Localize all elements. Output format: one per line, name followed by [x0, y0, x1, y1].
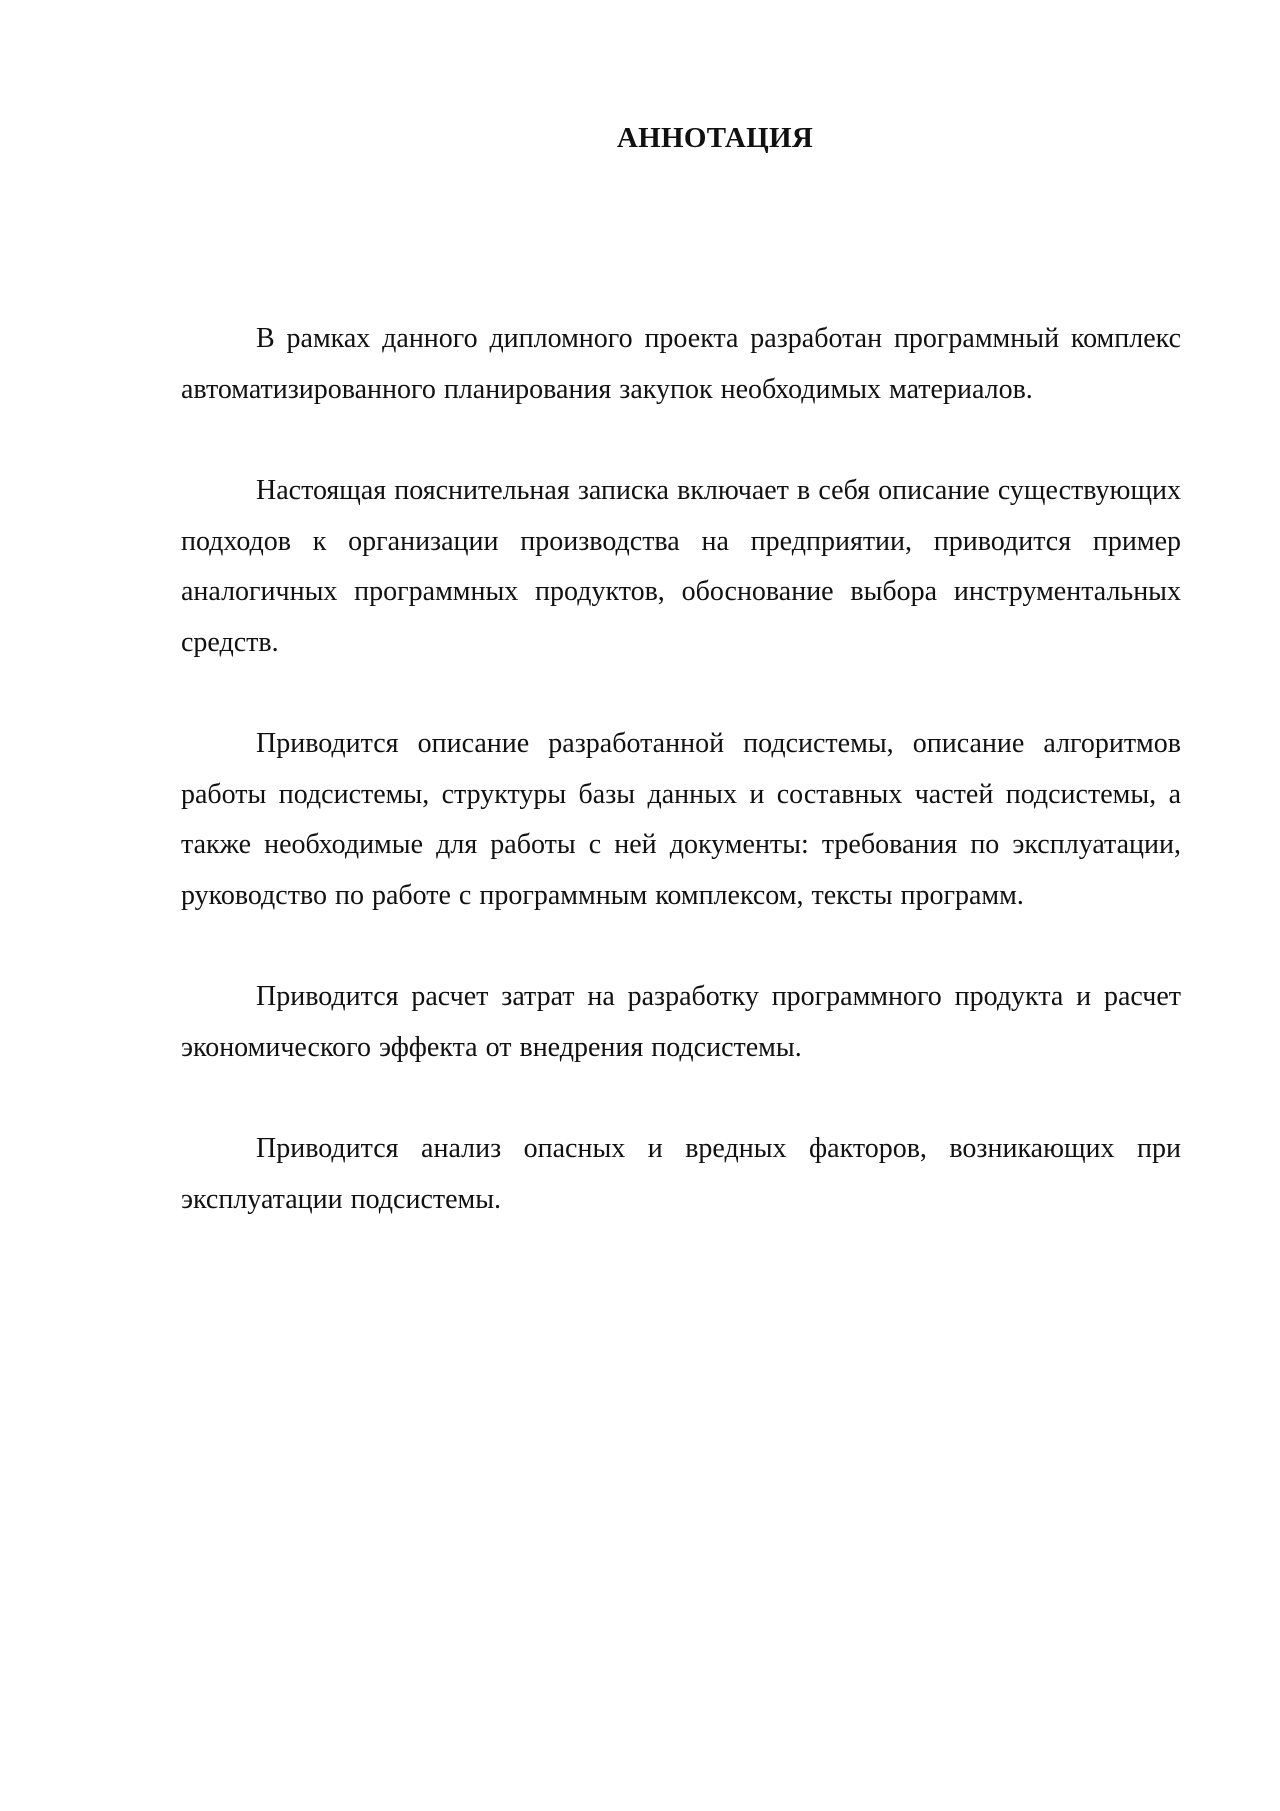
annotation-body — [181, 314, 1181, 1225]
paragraph-3: Приводится описание разработанной подсистемы, описание алгоритмов работы подсистемы, структуры базы данных и составных частей подсистемы, а также необходимые для работы с ней документы: требования по эксплуатации, руководство по работе с программным комплексом, тексты программ. — [181, 728, 1181, 911]
paragraph-4: Приводится расчет затрат на разработку программного продукта и расчет экономического эффекта от внедрения подсистемы. — [181, 981, 1181, 1063]
paragraph-1: В рамках данного дипломного проекта разработан программный комплекс автоматизированного планирования закупок необходимых материалов. — [181, 323, 1181, 405]
paragraph-5: Приводится анализ опасных и вредных факторов, возникающих при эксплуатации подсистемы. — [181, 1133, 1181, 1215]
paragraph-2: Настоящая пояснительная записка включает в себя описание существующих подходов к организации производства на предприятии, приводится пример аналогичных программных продуктов, обоснование выбора инструментальных средств. — [181, 475, 1181, 658]
page-title: АННОТАЦИЯ — [616, 122, 814, 154]
